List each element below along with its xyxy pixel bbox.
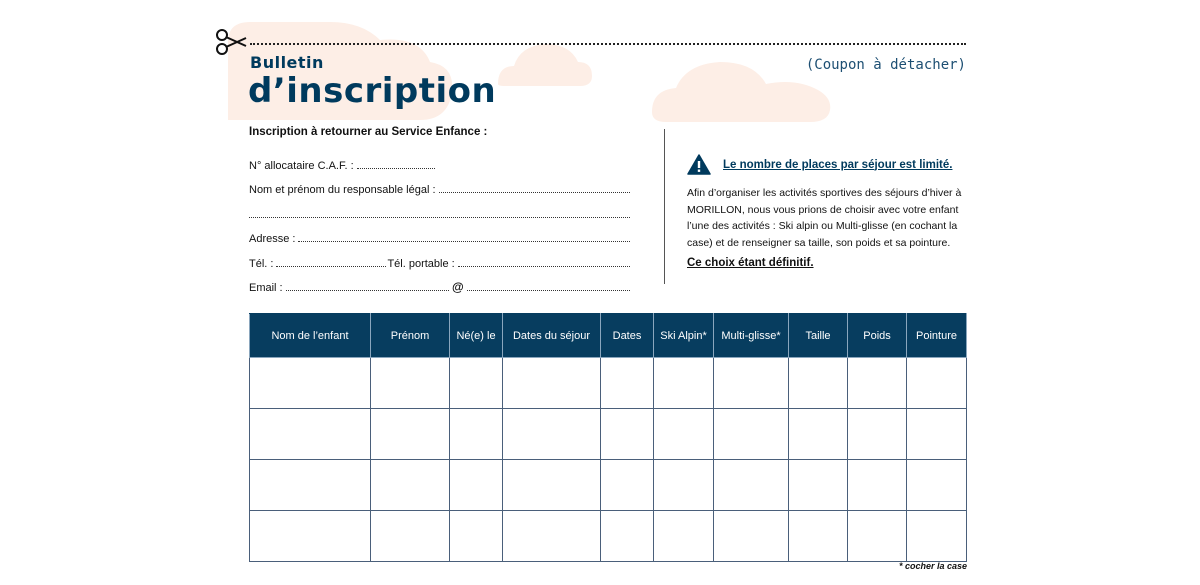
table-cell[interactable] [907, 511, 967, 562]
cloud-decoration [0, 0, 1200, 140]
table-cell[interactable] [450, 511, 503, 562]
table-cell[interactable] [503, 460, 601, 511]
table-cell[interactable] [503, 358, 601, 409]
scissors-icon [214, 28, 248, 56]
table-cell[interactable] [450, 358, 503, 409]
responsable-label: Nom et prénom du responsable légal : [249, 184, 436, 196]
table-cell[interactable] [714, 358, 789, 409]
table-cell[interactable] [907, 409, 967, 460]
table-row [250, 358, 967, 409]
responsable-field-continued [249, 196, 631, 221]
table-cell[interactable] [250, 358, 371, 409]
table-cell[interactable] [907, 460, 967, 511]
warning-row [687, 154, 972, 175]
table-cell[interactable] [503, 511, 601, 562]
table-cell[interactable] [601, 460, 654, 511]
table-cell[interactable] [601, 409, 654, 460]
form-title: Inscription à retourner au Service Enfance : [249, 126, 488, 138]
tel-label: Tél. : [249, 257, 274, 270]
table-body [250, 358, 967, 562]
col-multi-glisse: Multi-glisse* [714, 314, 789, 358]
table-cell[interactable] [789, 460, 848, 511]
coupon-note: (Coupon à détacher) [805, 57, 966, 73]
table-cell[interactable] [371, 358, 450, 409]
table-cell[interactable] [250, 460, 371, 511]
email-label: Email : [249, 282, 283, 294]
registration-form [249, 126, 631, 294]
col-pointure: Pointure [907, 314, 967, 358]
footnote: * cocher la case [898, 561, 967, 571]
table-cell[interactable] [601, 358, 654, 409]
col-prenom: Prénom [371, 314, 450, 358]
table-cell[interactable] [371, 511, 450, 562]
table-cell[interactable] [714, 460, 789, 511]
at-sign: @ [451, 280, 464, 294]
col-nom-enfant: Nom de l’enfant [250, 314, 371, 358]
adresse-field [249, 221, 631, 246]
table-row [250, 409, 967, 460]
table-cell[interactable] [654, 460, 714, 511]
page-title: d’inscription [248, 71, 497, 111]
table-cell[interactable] [848, 358, 907, 409]
table-row [250, 511, 967, 562]
warning-text: Le nombre de places par séjour est limité. [723, 158, 953, 171]
table-cell[interactable] [250, 511, 371, 562]
col-dates: Dates [601, 314, 654, 358]
caf-label: N° allocataire C.A.F. : [249, 159, 354, 172]
col-ski-alpin: Ski Alpin* [654, 314, 714, 358]
col-dates-sejour: Dates du séjour [503, 314, 601, 358]
table-cell[interactable] [450, 409, 503, 460]
table-cell[interactable] [789, 358, 848, 409]
table-cell[interactable] [848, 511, 907, 562]
table-cell[interactable] [654, 511, 714, 562]
table-cell[interactable] [789, 511, 848, 562]
title-line-1: Bulletin [250, 53, 324, 72]
table-cell[interactable] [503, 409, 601, 460]
col-poids: Poids [848, 314, 907, 358]
cut-line [250, 43, 966, 45]
table-cell[interactable] [714, 409, 789, 460]
caf-input-line[interactable] [357, 168, 435, 169]
adresse-input-line[interactable] [298, 241, 630, 242]
info-final: Ce choix étant définitif. [687, 257, 814, 269]
tel-portable-label: Tél. portable : [387, 257, 455, 270]
table-cell[interactable] [848, 409, 907, 460]
table-cell[interactable] [848, 460, 907, 511]
tel-portable-input-line[interactable] [458, 266, 630, 267]
table-cell[interactable] [654, 409, 714, 460]
tel-input-line[interactable] [276, 266, 386, 267]
table-cell[interactable] [450, 460, 503, 511]
col-ne-le: Né(e) le [450, 314, 503, 358]
table-cell[interactable] [250, 409, 371, 460]
email-field [249, 270, 631, 295]
email-local-input-line[interactable] [286, 290, 449, 291]
table-cell[interactable] [371, 460, 450, 511]
table-cell[interactable] [371, 409, 450, 460]
warning-icon [687, 154, 711, 175]
responsable-field [249, 172, 631, 197]
table-cell[interactable] [601, 511, 654, 562]
info-panel [687, 154, 972, 269]
table-cell[interactable] [714, 511, 789, 562]
vertical-divider [664, 129, 665, 284]
table-cell[interactable] [907, 358, 967, 409]
table-cell[interactable] [654, 358, 714, 409]
responsable-input-line-2[interactable] [249, 217, 630, 218]
responsable-input-line[interactable] [439, 192, 631, 193]
caf-field [249, 147, 631, 172]
col-taille: Taille [789, 314, 848, 358]
table-cell[interactable] [789, 409, 848, 460]
tel-field [249, 245, 631, 270]
children-table [249, 313, 967, 562]
table-row [250, 460, 967, 511]
email-domain-input-line[interactable] [467, 290, 630, 291]
adresse-label: Adresse : [249, 233, 296, 245]
table-header-row [250, 314, 967, 358]
info-body: Afin d’organiser les activités sportives des séjours d’hiver à MORILLON, nous vous prions de choisir avec votre enfant l’une des activités : Ski alpin ou Multi-glisse (en cochant la case) et de renseigner sa taille, son poids et sa pointure. [687, 187, 962, 249]
